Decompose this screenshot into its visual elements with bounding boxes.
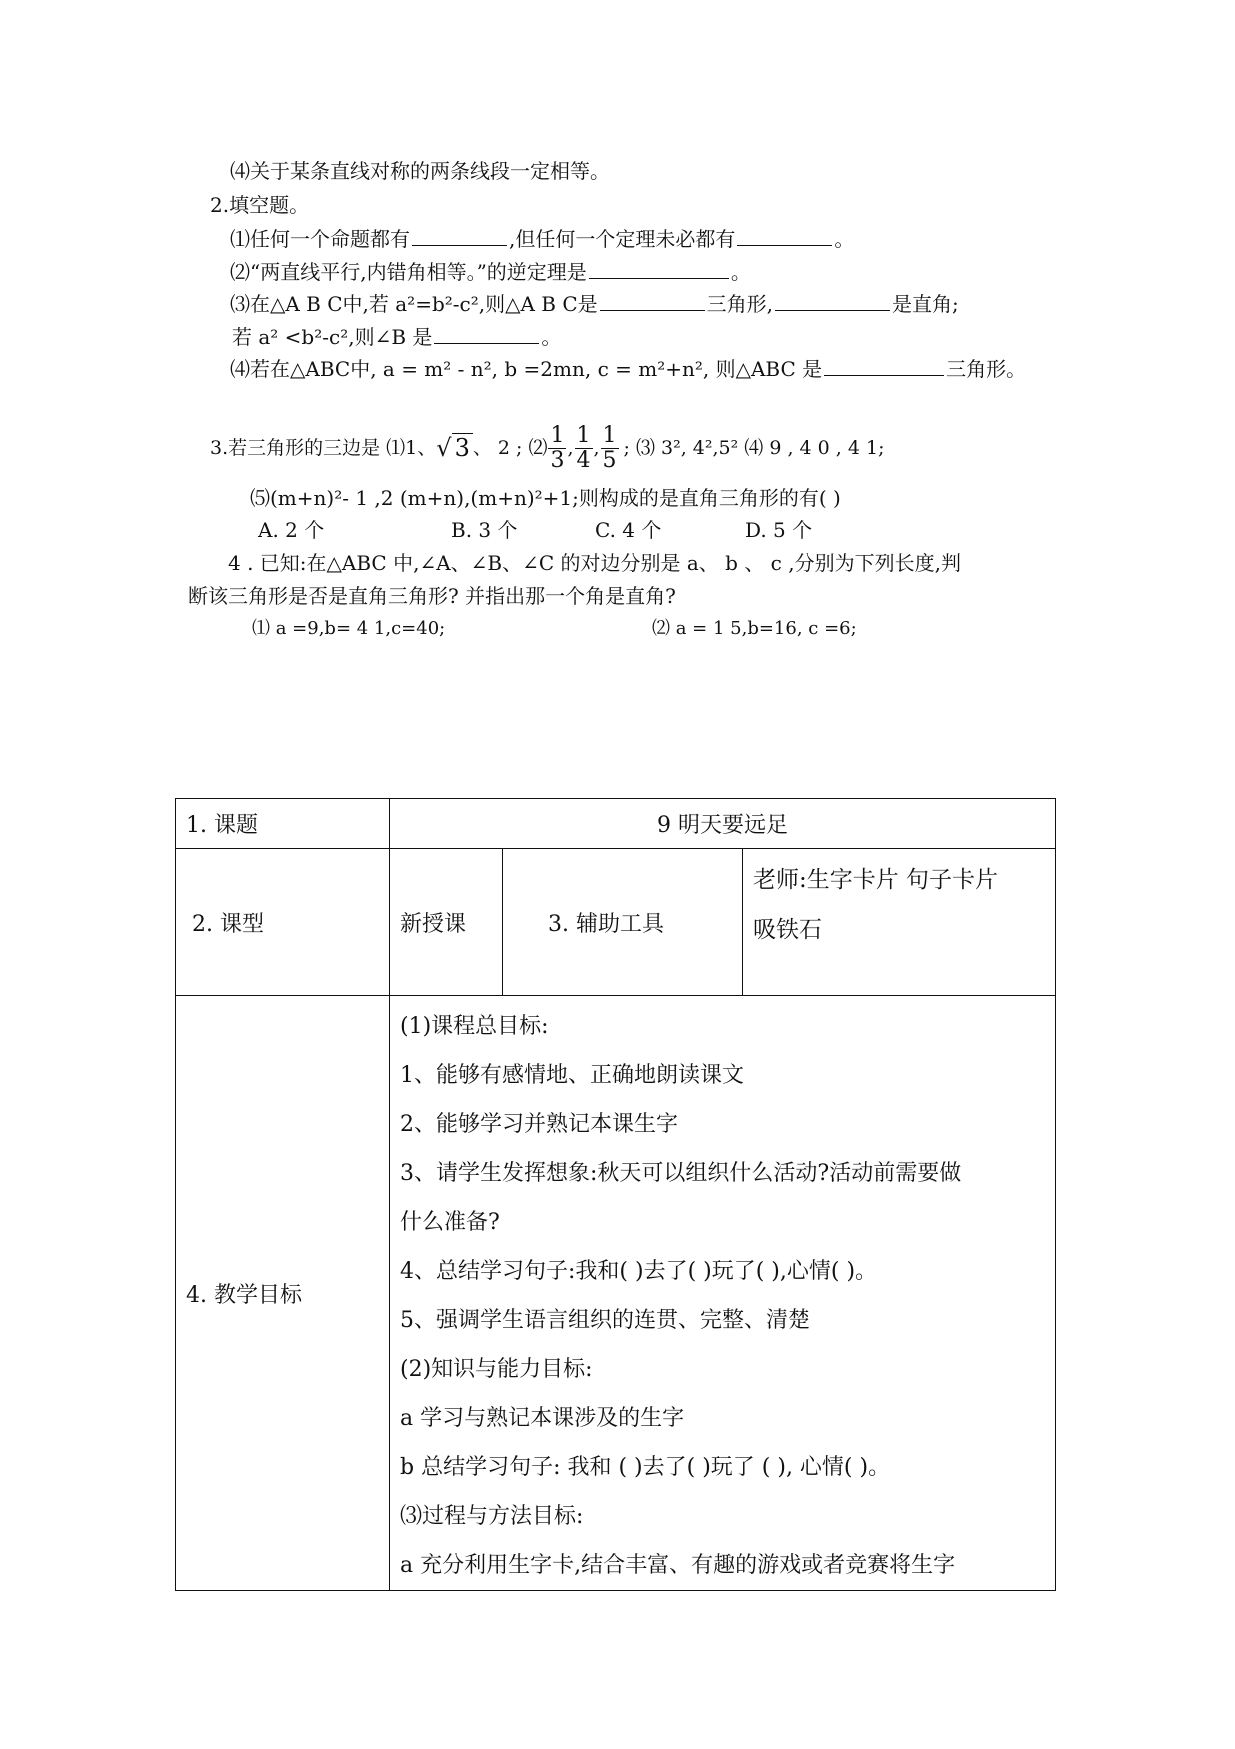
choice-a: A. 2 个 (258, 518, 325, 542)
answer-blank[interactable] (775, 290, 890, 311)
q3-tail: ; ⑶ 3², 4²,5² ⑷ 9 , 4 0 , 4 1; (623, 437, 885, 459)
q4-sub2: ⑵ a = 1 5,b=16, c =6; (652, 618, 857, 639)
q4-line1: 4 . 已知:在△ABC 中,∠A、∠B、∠C 的对边分别是 a、 b 、 c ,分别为下列长度,判 (228, 551, 961, 575)
q2-item2-text-a: ⑵“两直线平行,内错角相等。”的逆定理是 (230, 260, 587, 284)
q3-line1: 3.若三角形的三边是 ⑴1、 √ 3 、 2 ; ⑵ $\frac{1}{3}$ , $\frac{1}{4}$ , $\frac{1}{5}$ ; ⑶ 3², 4²,5² ⑷ 9 , 4 0 , 4 1; (210, 422, 885, 473)
fraction-one-fourth: $\frac{1}{4}$ (576, 422, 591, 473)
fraction-one-fifth: $\frac{1}{5}$ (602, 422, 617, 473)
q2-item2-text-b: 。 (730, 260, 751, 284)
tools-line-1: 老师:生字卡片 句子卡片 (753, 867, 999, 893)
q2-item4-text-a: ⑷若在△ABC中, a = m² - n², b =2mn, c = m²+n², 则△ABC 是 (230, 357, 823, 381)
choice-c: C. 4 个 (595, 518, 662, 542)
tools-label: 3. 辅助工具 (503, 849, 743, 996)
goal-line: (2)知识与能力目标: (400, 1357, 593, 1382)
q2-item3-line2-text-b: 。 (541, 325, 562, 349)
lesson-type-value: 新授课 (390, 849, 503, 996)
q2-item1-text-b: ,但任何一个定理未必都有 (509, 227, 736, 251)
answer-blank[interactable] (600, 290, 705, 311)
fraction-one-third: $\frac{1}{3}$ (550, 422, 565, 473)
answer-blank[interactable] (824, 355, 944, 376)
q2-item4-text-b: 三角形。 (946, 357, 1027, 381)
table-row (176, 799, 1056, 849)
q2-item3-line2-text-a: 若 a² <b²-c²,则∠B 是 (232, 325, 433, 349)
answer-blank[interactable] (589, 258, 729, 279)
goals-label: 4. 教学目标 (176, 996, 390, 1591)
q2-item3-line2 (232, 323, 561, 350)
goal-line: a 充分利用生字卡,结合丰富、有趣的游戏或者竞赛将生字 (400, 1553, 956, 1578)
q2-item2 (230, 258, 751, 285)
q3-after-sqrt: 、 2 ; ⑵ (472, 437, 548, 459)
goal-line: a 学习与熟记本课涉及的生字 (400, 1406, 685, 1431)
answer-blank[interactable] (434, 323, 539, 344)
goal-line: 2、能够学习并熟记本课生字 (400, 1112, 678, 1137)
q3-line2: ⑸(m+n)²- 1 ,2 (m+n),(m+n)²+1;则构成的是直角三角形的有( ) (250, 486, 841, 510)
q3-lead: 3.若三角形的三边是 ⑴1、 (210, 437, 437, 459)
q1-item4: ⑷关于某条直线对称的两条线段一定相等。 (230, 159, 610, 183)
q4-sub1: ⑴ a =9,b= 4 1,c=40; (252, 618, 446, 639)
sqrt-three: √ 3 (436, 435, 473, 461)
choice-d: D. 5 个 (745, 518, 813, 542)
topic-label: 1. 课题 (176, 799, 390, 849)
q2-item1-text-a: ⑴任何一个命题都有 (230, 227, 410, 251)
q2-item1-text-c: 。 (834, 227, 855, 251)
tools-value (743, 849, 1056, 996)
answer-blank[interactable] (737, 225, 832, 246)
q2-title: 2.填空题。 (210, 193, 310, 217)
tools-line-2: 吸铁石 (753, 917, 822, 943)
q2-item4 (230, 355, 1026, 382)
goal-line: 4、总结学习句子:我和( )去了( )玩了( ),心情( )。 (400, 1259, 878, 1284)
goal-line: 3、请学生发挥想象:秋天可以组织什么活动?活动前需要做 (400, 1161, 962, 1186)
lesson-plan-table (175, 798, 1056, 1591)
goal-line: 5、强调学生语言组织的连贯、完整、清楚 (400, 1308, 810, 1333)
goal-line: (1)课程总目标: (400, 1014, 549, 1039)
q2-item3-text-c: 是直角; (892, 292, 959, 316)
table-row (176, 996, 1056, 1591)
goal-line: 什么准备? (400, 1210, 500, 1235)
answer-blank[interactable] (412, 225, 507, 246)
goal-line: ⑶过程与方法目标: (400, 1504, 584, 1529)
q2-item3 (230, 290, 959, 317)
goal-line: 1、能够有感情地、正确地朗读课文 (400, 1063, 744, 1088)
q2-item3-text-a: ⑶在△A B C中,若 a²=b²-c²,则△A B C是 (230, 292, 598, 316)
lesson-type-label: 2. 课型 (176, 849, 390, 996)
table-row (176, 849, 1056, 996)
q2-item1 (230, 225, 854, 252)
goals-cell (390, 996, 1056, 1591)
choice-b: B. 3 个 (451, 518, 518, 542)
q4-line2: 断该三角形是否是直角三角形? 并指出那一个角是直角? (188, 584, 676, 608)
q2-item3-text-b: 三角形, (706, 292, 774, 316)
goal-line: b 总结学习句子: 我和 ( )去了( )玩了 ( ), 心情( )。 (400, 1455, 891, 1480)
topic-value: 9 明天要远足 (390, 799, 1056, 849)
